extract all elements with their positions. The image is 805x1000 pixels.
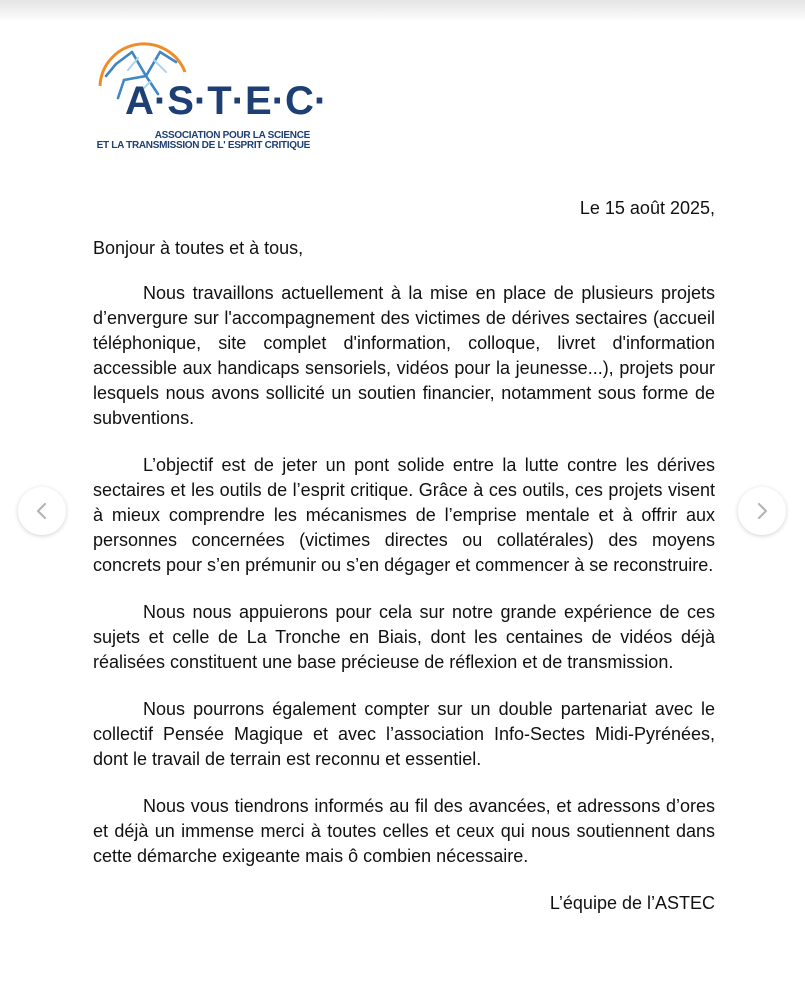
astec-logo bbox=[88, 38, 328, 158]
brand-name: A·S·T·E·C· bbox=[125, 79, 328, 123]
tagline-line-1: ASSOCIATION POUR LA SCIENCE bbox=[154, 130, 310, 141]
letter-date: Le 15 août 2025, bbox=[579, 198, 715, 218]
top-shadow bbox=[0, 0, 805, 22]
tagline-line-2: ET LA TRANSMISSION DE L' ESPRIT CRITIQUE bbox=[96, 140, 310, 151]
chevron-right-icon bbox=[752, 501, 772, 521]
next-slide-button[interactable] bbox=[738, 487, 786, 535]
letter-signature: L’équipe de l’ASTEC bbox=[549, 893, 715, 913]
letter-body bbox=[93, 196, 715, 916]
chevron-left-icon bbox=[32, 501, 52, 521]
tagline bbox=[97, 131, 310, 151]
paragraph-projects: Nous travaillons actuellement à la mise en place de plusieurs projets d’envergure sur l'accompagnement des victimes de dérives sectaires (accueil téléphonique, site complet d'information, colloque, livret d'information accessible aux handicaps sensoriels, vidéos pour la jeunesse...), projets pour lesquels nous avons sollicité un soutien financier, notamment sous forme de subventions. bbox=[93, 283, 715, 428]
paragraph-thanks: Nous vous tiendrons informés au fil des avancées, et adressons d’ores et déjà un immense merci à toutes celles et ceux qui nous soutiennent dans cette démarche exigeante mais ô combien nécessaire. bbox=[93, 796, 715, 866]
previous-slide-button[interactable] bbox=[18, 487, 66, 535]
paragraph-experience: Nous nous appuierons pour cela sur notre grande expérience de ces sujets et celle de La Tronche en Biais, dont les centaines de vidéos déjà réalisées constituent une base précieuse de réflexion et de transmission. bbox=[93, 602, 715, 672]
paragraph-objective: L’objectif est de jeter un pont solide entre la lutte contre les dérives sectaires et les outils de l’esprit critique. Grâce à ces outils, ces projets visent à mieux comprendre les mécanismes de l’emprise mentale et à offrir aux personnes concernées (victimes directes ou collatérales) des moyens concrets pour s’en prémunir ou s’en dégager et commencer à se reconstruire. bbox=[93, 455, 715, 575]
letter-greeting: Bonjour à toutes et à tous, bbox=[93, 238, 304, 258]
paragraph-partnership: Nous pourrons également compter sur un double partenariat avec le collectif Pensée Magique et avec l’association Info-Sectes Midi-Pyrénées, dont le travail de terrain est reconnu et essentiel. bbox=[93, 699, 715, 769]
